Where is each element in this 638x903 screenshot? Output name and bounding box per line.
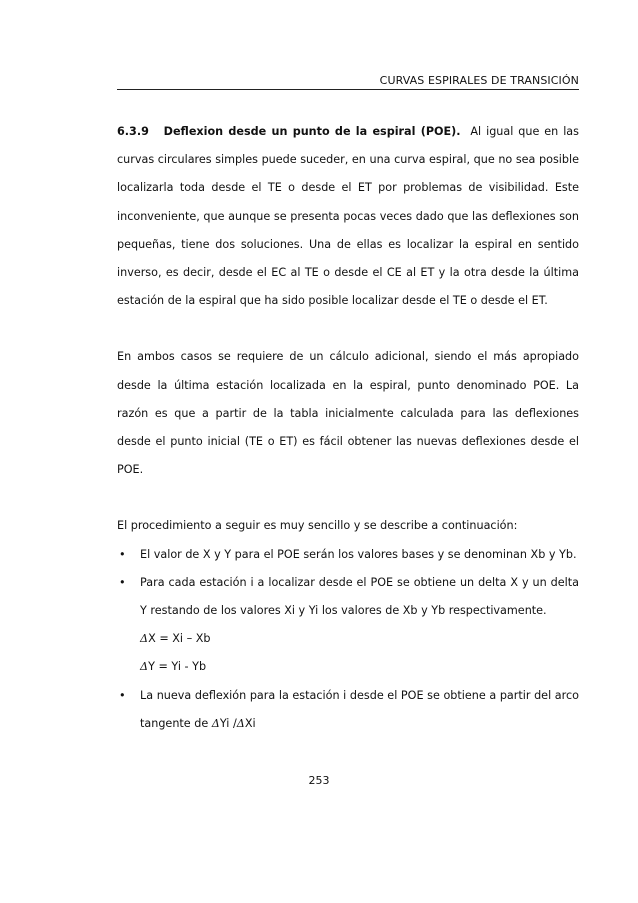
list-item [117,569,579,625]
delta-symbol: Δ [140,660,149,674]
delta-symbol: Δ [236,716,245,730]
formula-delta-x [117,625,579,653]
section-paragraph [117,118,579,315]
list-item [117,541,579,569]
formula-text: Xi [244,716,256,730]
formula-text: Y = Yi - Yb [148,660,207,674]
procedure-list [117,541,579,626]
section-intro-text: Al igual que en las curvas circulares simples puede suceder, en una curva espiral, que no sea posible localizarla toda desde el TE o desde el ET por problemas de visibilidad. Este inconveniente, que aunque se presenta pocas veces dado que las deflexiones son pequeñas, tiene dos soluciones. Una de ellas es localizar la espiral en sentido inverso, es decir, desde el EC al TE o desde el CE al ET y la otra desde la última estación de la espiral que ha sido posible localizar desde el TE o desde el ET. [117,125,579,308]
section-number: 6.3.9 [117,125,149,138]
formula-text: Yi / [219,716,237,730]
section-title: Deflexion desde un punto de la espiral (POE). [163,125,461,138]
delta-symbol: Δ [140,632,149,646]
list-item [117,682,579,738]
bullet-icon: • [119,575,126,589]
page-number: 253 [308,774,330,787]
page-body [117,118,579,738]
list-item-text: La nueva deflexión para la estación i desde el POE se obtiene a partir del arco tangente de [140,688,579,730]
bullet-icon: • [119,547,126,561]
paragraph-2: En ambos casos se requiere de un cálculo adicional, siendo el más apropiado desde la última estación localizada en la espiral, punto denominado POE. La razón es que a partir de la tabla inicialmente calculada para las deflexiones desde el punto inicial (TE o ET) es fácil obtener las nuevas deflexiones desde el POE. [117,350,579,477]
delta-symbol: Δ [211,716,220,730]
formula-text: X = Xi – Xb [148,632,211,646]
bullet-icon: • [119,688,126,702]
running-header: CURVAS ESPIRALES DE TRANSICIÓN [117,74,579,90]
list-item-text: El valor de X y Y para el POE serán los valores bases y se denominan Xb y Yb. [140,547,577,561]
list-item-text: Para cada estación i a localizar desde el POE se obtiene un delta X y un delta Y restando de los valores Xi y Yi los valores de Xb y Yb respectivamente. [140,575,579,618]
paragraph-3: El procedimiento a seguir es muy sencillo y se describe a continuación: [117,519,518,533]
procedure-list-continued [117,682,579,738]
formula-delta-y [117,653,579,681]
